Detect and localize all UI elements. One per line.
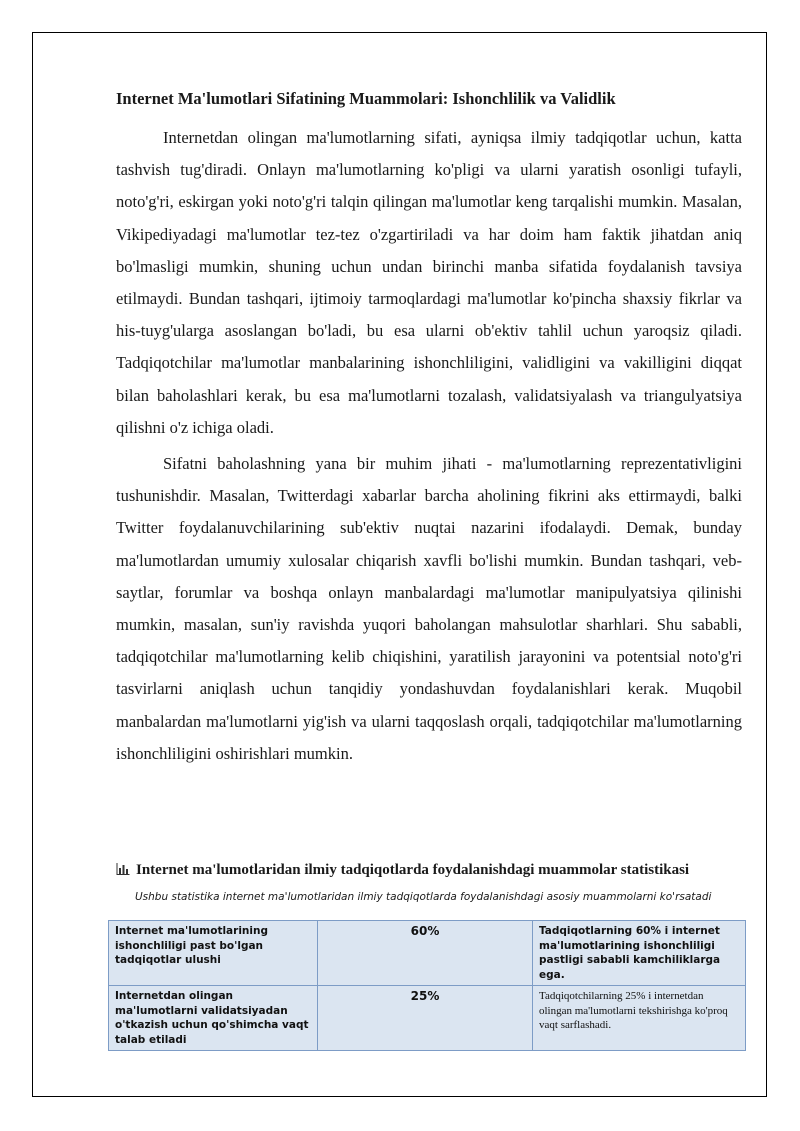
table-row [109,921,746,986]
description-cell: Tadqiqotchilarning 25% i internetdan olingan ma'lumotlarni tekshirishga ko'proq vaqt sarflashadi. [533,986,746,1051]
stats-heading [116,862,756,879]
paragraph-1: Internetdan olingan ma'lumotlarning sifati, ayniqsa ilmiy tadqiqotlar uchun, katta tashvish tug'diradi. Onlayn ma'lumotlarning ko'pligi va ularni yaratish osonligi tufayli, noto'g'ri, eskirgan yoki noto'g'ri talqin qilingan ma'lumotlar keng tarqalishi mumkin. Masalan, Vikipediyadagi ma'lumotlar tez-tez o'zgartiriladi va har doim ham faktik jihatdan aniq bo'lmasligi mumkin, shuning uchun undan birinchi manba sifatida foydalanish tavsiya etilmaydi. Bundan tashqari, ijtimoiy tarmoqlardagi ma'lumotlar ko'pincha shaxsiy fikrlar va his-tuyg'ularga asoslangan bo'ladi, bu esa ularni ob'ektiv tahlil uchun yaroqsiz qiladi. Tadqiqotchilar ma'lumotlar manbalarining ishonchliligini, validligini va vakilligini diqqat bilan baholashlari kerak, bu esa ma'lumotlarni tozalash, validatsiyalash va triangulyatsiya qilishni o'z ichiga oladi. [116,128,742,437]
description-cell: Tadqiqotlarning 60% i internet ma'lumotlarining ishonchliligi pastligi sababli kamchiliklarga ega. [533,921,746,986]
bar-chart-icon [116,863,130,875]
metric-cell: Internetdan olingan ma'lumotlarni validatsiyadan o'tkazish uchun qo'shimcha vaqt talab etiladi [109,986,318,1051]
document-body [116,86,742,774]
stats-subtitle: Ushbu statistika internet ma'lumotlaridan ilmiy tadqiqotlarda foydalanishdagi asosiy muammolarni ko'rsatadi [135,891,712,903]
stats-heading-text: Internet ma'lumotlaridan ilmiy tadqiqotlarda foydalanishdagi muammolar statistikasi [136,862,690,878]
stats-table [108,920,746,1051]
value-cell: 60% [318,921,533,986]
paragraph-2: Sifatni baholashning yana bir muhim jihati - ma'lumotlarning reprezentativligini tushunishdir. Masalan, Twitterdagi xabarlar barcha aholining fikrini aks ettirmaydi, balki Twitter foydalanuvchilarining sub'ektiv nuqtai nazarini ifodalaydi. Demak, bunday ma'lumotlardan umumiy xulosalar chiqarish xavfli bo'lishi mumkin. Bundan tashqari, veb-saytlar, forumlar va boshqa onlayn manbalardagi ma'lumotlar manipulyatsiya qilinishi mumkin, masalan, sun'iy ravishda yuqori baholangan mahsulotlar sharhlari. Shu sababli, tadqiqotchilar ma'lumotlarning kelib chiqishini, yaratilish jarayonini va potentsial noto'g'ri tasvirlarni aniqlash uchun tanqidiy yondashuvdan foydalanishlari kerak. Muqobil manbalardan ma'lumotlarni yig'ish va ularni taqqoslash orqali, tadqiqotchilar ma'lumotlarning ishonchliligini oshirishlari mumkin. [116,454,742,763]
document-title: Internet Ma'lumotlari Sifatining Muammolari: Ishonchlilik va Validlik [116,89,616,108]
table-row [109,986,746,1051]
metric-cell: Internet ma'lumotlarining ishonchliligi past bo'lgan tadqiqotlar ulushi [109,921,318,986]
value-cell: 25% [318,986,533,1051]
